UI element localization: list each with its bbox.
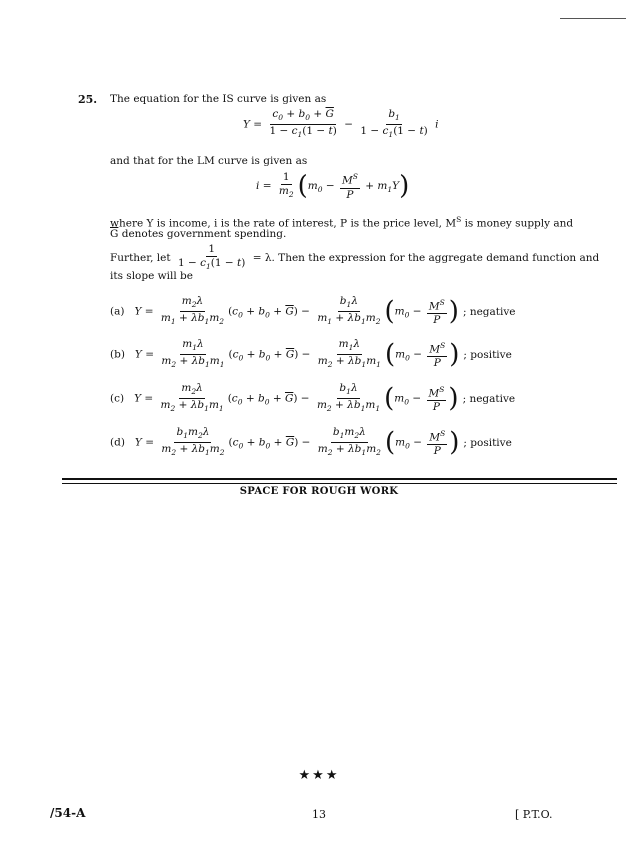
paper-code: /54-A xyxy=(50,806,86,820)
option-slope: ; positive xyxy=(463,436,512,449)
option-label: (b) xyxy=(110,348,125,361)
further-line: Further, let $\frac{1}{1 - c_1(1 - t)}$ = λ. Then the expression for the aggregate demand function and xyxy=(110,243,600,272)
rough-work-heading: SPACE FOR ROUGH WORK xyxy=(239,486,399,497)
is-equation: Y = $\frac{c_0 + b_0 + \overline{G}}{1 - c_1(1 - t)}$ − $\frac{b_1}{1 - c_1(1 - t)}$ i xyxy=(243,108,439,140)
section-divider xyxy=(62,478,617,480)
option-slope: ; positive xyxy=(463,348,512,361)
option-slope: ; negative xyxy=(462,392,516,405)
option-c: (c) Y = $\frac{m_2\lambda}{m_2 + \lambda b_1m_1}$ $(c_0 + b_0 + \overline{G})$ − $\frac{b_1\lambda}{m_2 + \lambda b_1m_1}$ ($m_0$ − $\frac{M^S}{P}$ ) ; negative xyxy=(110,382,516,414)
is-curve-intro: The equation for the IS curve is given as xyxy=(110,93,327,105)
pto-label: [ P.T.O. xyxy=(515,808,553,821)
slope-line: its slope will be xyxy=(110,270,193,282)
option-a: (a) Y = $\frac{m_2\lambda}{m_1 + \lambda b_1m_2}$ $(c_0 + b_0 + \overline{G})$ − $\frac{b_1\lambda}{m_1 + \lambda b_1m_2}$ ($m_0$ − $\frac{M^S}{P}$ ) ; negative xyxy=(110,295,516,327)
option-slope: ; negative xyxy=(462,305,516,318)
end-stars: ★★★ xyxy=(298,768,340,783)
option-label: (d) xyxy=(110,436,125,449)
lm-equation: i = $\frac{1}{m_2}$ ($m_0$ − $\frac{M^S}{P}$ + $m_1Y$) xyxy=(256,170,410,201)
where-line-1: where Y is income, i is the rate of interest, P is the price level, $M^S$ is money supply and xyxy=(110,215,574,230)
where-line-2: $\overline{G}$ denotes government spending. xyxy=(110,228,287,240)
option-d: (d) Y = $\frac{b_1m_2\lambda}{m_2 + \lambda b_1m_2}$ $(c_0 + b_0 + \overline{G})$ − $\frac{b_1m_2\lambda}{m_2 + \lambda b_1m_2}$ ($m_0$ − $\frac{M^S}{P}$ ) ; positive xyxy=(110,426,512,458)
question-number: 25. xyxy=(78,93,98,106)
option-label: (a) xyxy=(110,305,125,318)
option-b: (b) Y = $\frac{m_1\lambda}{m_2 + \lambda b_1m_1}$ $(c_0 + b_0 + \overline{G})$ − $\frac{m_1\lambda}{m_2 + \lambda b_1m_1}$ ($m_0$ − $\frac{M^S}{P}$ ) ; positive xyxy=(110,338,512,370)
option-label: (c) xyxy=(110,392,125,405)
lm-curve-intro: and that for the LM curve is given as xyxy=(110,155,308,167)
top-corner-rule xyxy=(560,18,626,19)
section-divider-thin xyxy=(62,483,617,484)
page-number: 13 xyxy=(312,808,326,821)
